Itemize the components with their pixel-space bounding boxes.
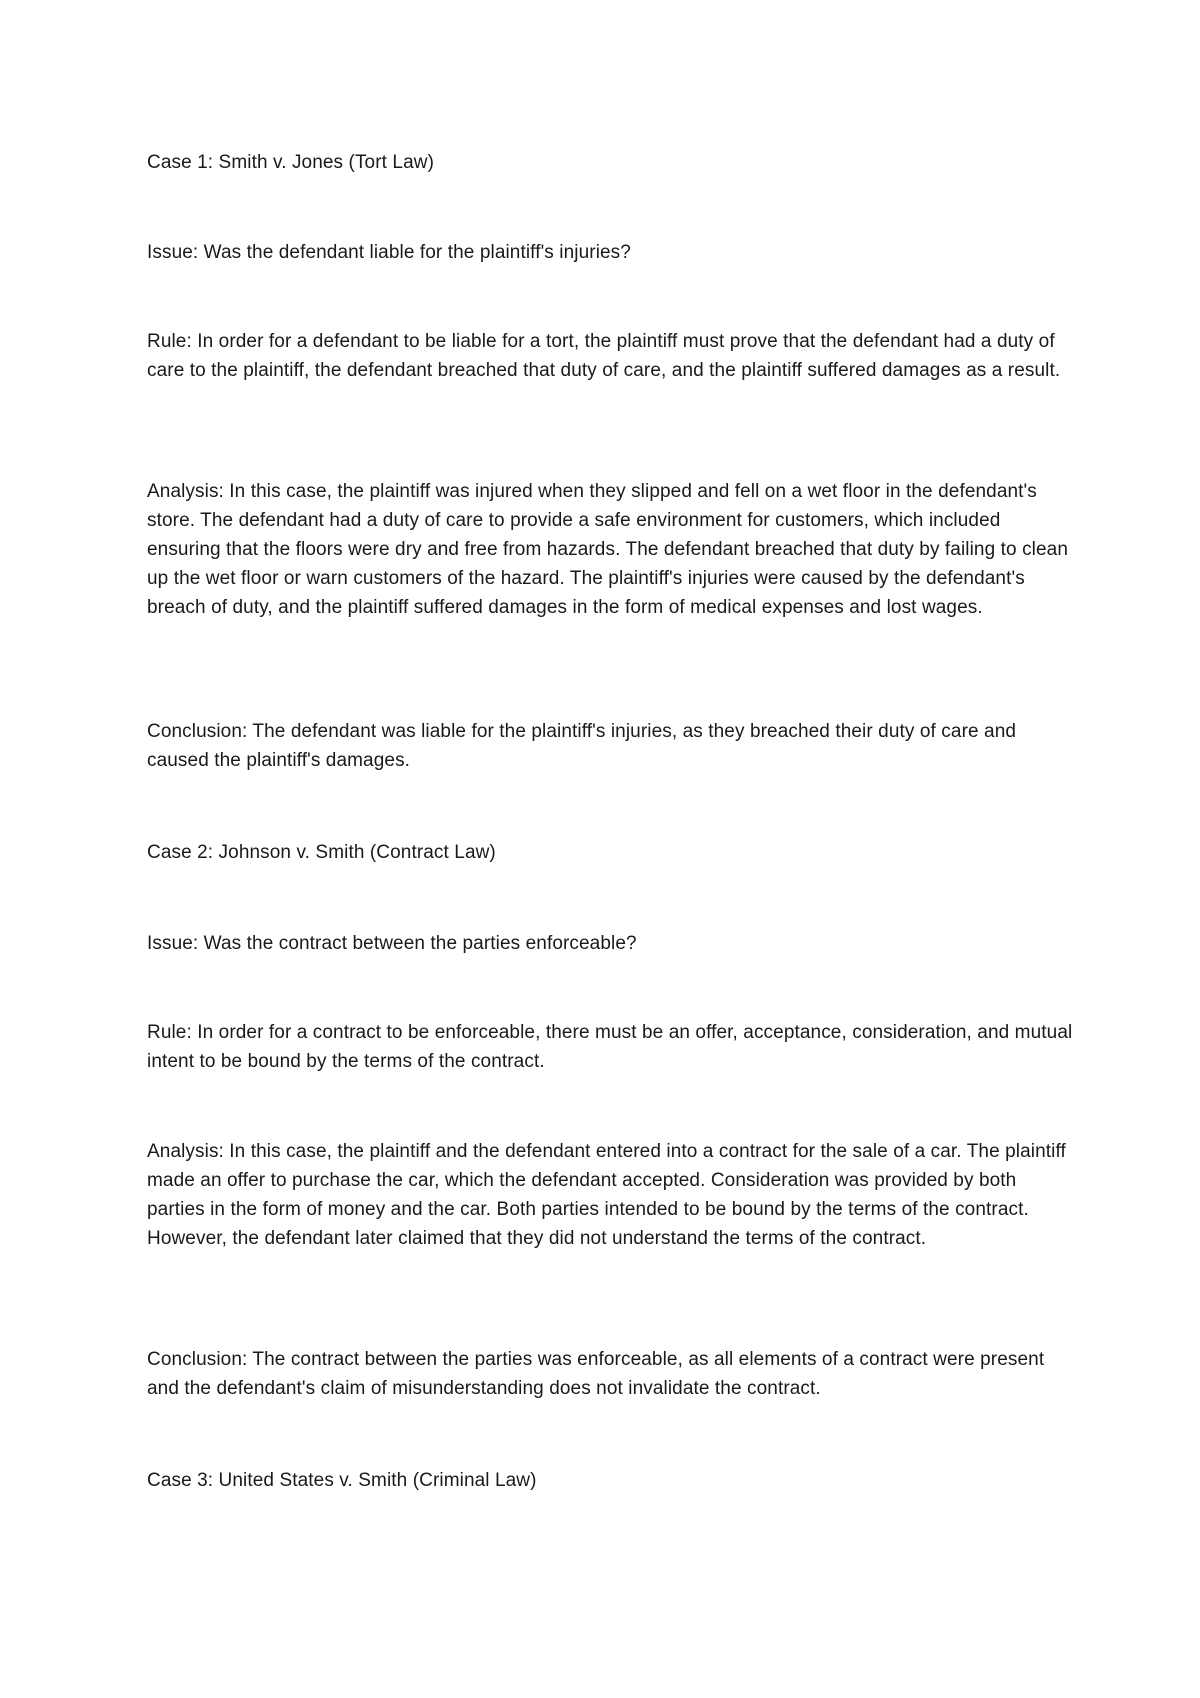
case-1-rule: Rule: In order for a defendant to be liable for a tort, the plaintiff must prove that the defendant had a duty of care to the plaintiff, the defendant breached that duty of care, and the plaintiff suffered damages as a result. xyxy=(147,331,1061,381)
case-1-heading: Case 1: Smith v. Jones (Tort Law) xyxy=(147,152,434,173)
case-1-analysis: Analysis: In this case, the plaintiff was injured when they slipped and fell on a wet floor in the defendant's store. The defendant had a duty of care to provide a safe environment for customers, which included ensuring that the floors were dry and free from hazards. The defendant breached that duty by failing to clean up the wet floor or warn customers of the hazard. The plaintiff's injuries were caused by the defendant's breach of duty, and the plaintiff suffered damages in the form of medical expenses and lost wages. xyxy=(147,481,1068,618)
case-2-analysis: Analysis: In this case, the plaintiff and the defendant entered into a contract for the sale of a car. The plaintiff made an offer to purchase the car, which the defendant accepted. Consideration was provided by both parties in the form of money and the car. Both parties intended to be bound by the terms of the contract. However, the defendant later claimed that they did not understand the terms of the contract. xyxy=(147,1141,1066,1249)
case-2-rule: Rule: In order for a contract to be enforceable, there must be an offer, acceptance, consideration, and mutual intent to be bound by the terms of the contract. xyxy=(147,1022,1073,1072)
case-1-conclusion: Conclusion: The defendant was liable for the plaintiff's injuries, as they breached their duty of care and caused the plaintiff's damages. xyxy=(147,721,1017,771)
case-2-heading: Case 2: Johnson v. Smith (Contract Law) xyxy=(147,842,496,863)
case-2-issue: Issue: Was the contract between the parties enforceable? xyxy=(147,933,637,954)
case-1-issue: Issue: Was the defendant liable for the plaintiff's injuries? xyxy=(147,242,631,263)
case-2-conclusion: Conclusion: The contract between the parties was enforceable, as all elements of a contract were present and the defendant's claim of misunderstanding does not invalidate the contract. xyxy=(147,1349,1045,1399)
case-3-heading: Case 3: United States v. Smith (Criminal Law) xyxy=(147,1470,537,1491)
